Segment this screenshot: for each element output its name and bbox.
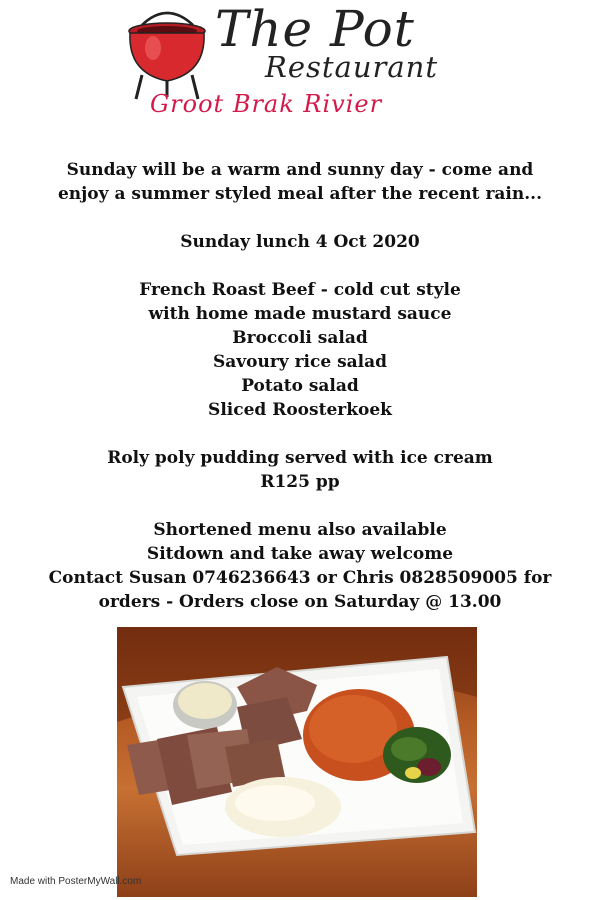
menu-item: French Roast Beef - cold cut style [139,280,461,300]
menu-item: Sliced Roosterkoek [208,400,392,420]
food-photo [117,627,477,897]
logo-location: Groot Brak Rivier [150,90,383,118]
poster-text [40,158,560,614]
intro-line: enjoy a summer styled meal after the recent rain... [57,184,542,204]
cooking-pot-icon [120,3,215,103]
dessert-line: Roly poly pudding served with ice cream [107,448,493,468]
info-line: Shortened menu also available [153,520,447,540]
event-heading: Sunday lunch 4 Oct 2020 [180,232,420,252]
menu-item: with home made mustard sauce [148,304,452,324]
contact-line: orders - Orders close on Saturday @ 13.00 [98,592,502,612]
menu-item: Potato salad [241,376,359,396]
logo-subtitle: Restaurant [265,50,438,84]
contact-line: Contact Susan 0746236643 or Chris 0828509005 for [48,568,552,588]
price: R125 pp [260,472,340,492]
menu-item: Broccoli salad [232,328,368,348]
info-line: Sitdown and take away welcome [146,544,454,564]
menu-item: Savoury rice salad [212,352,388,372]
logo-title: The Pot [215,0,415,58]
watermark: Made with PosterMyWall.com [10,876,142,887]
intro-line: Sunday will be a warm and sunny day - come and [66,160,534,180]
restaurant-logo [115,0,445,125]
